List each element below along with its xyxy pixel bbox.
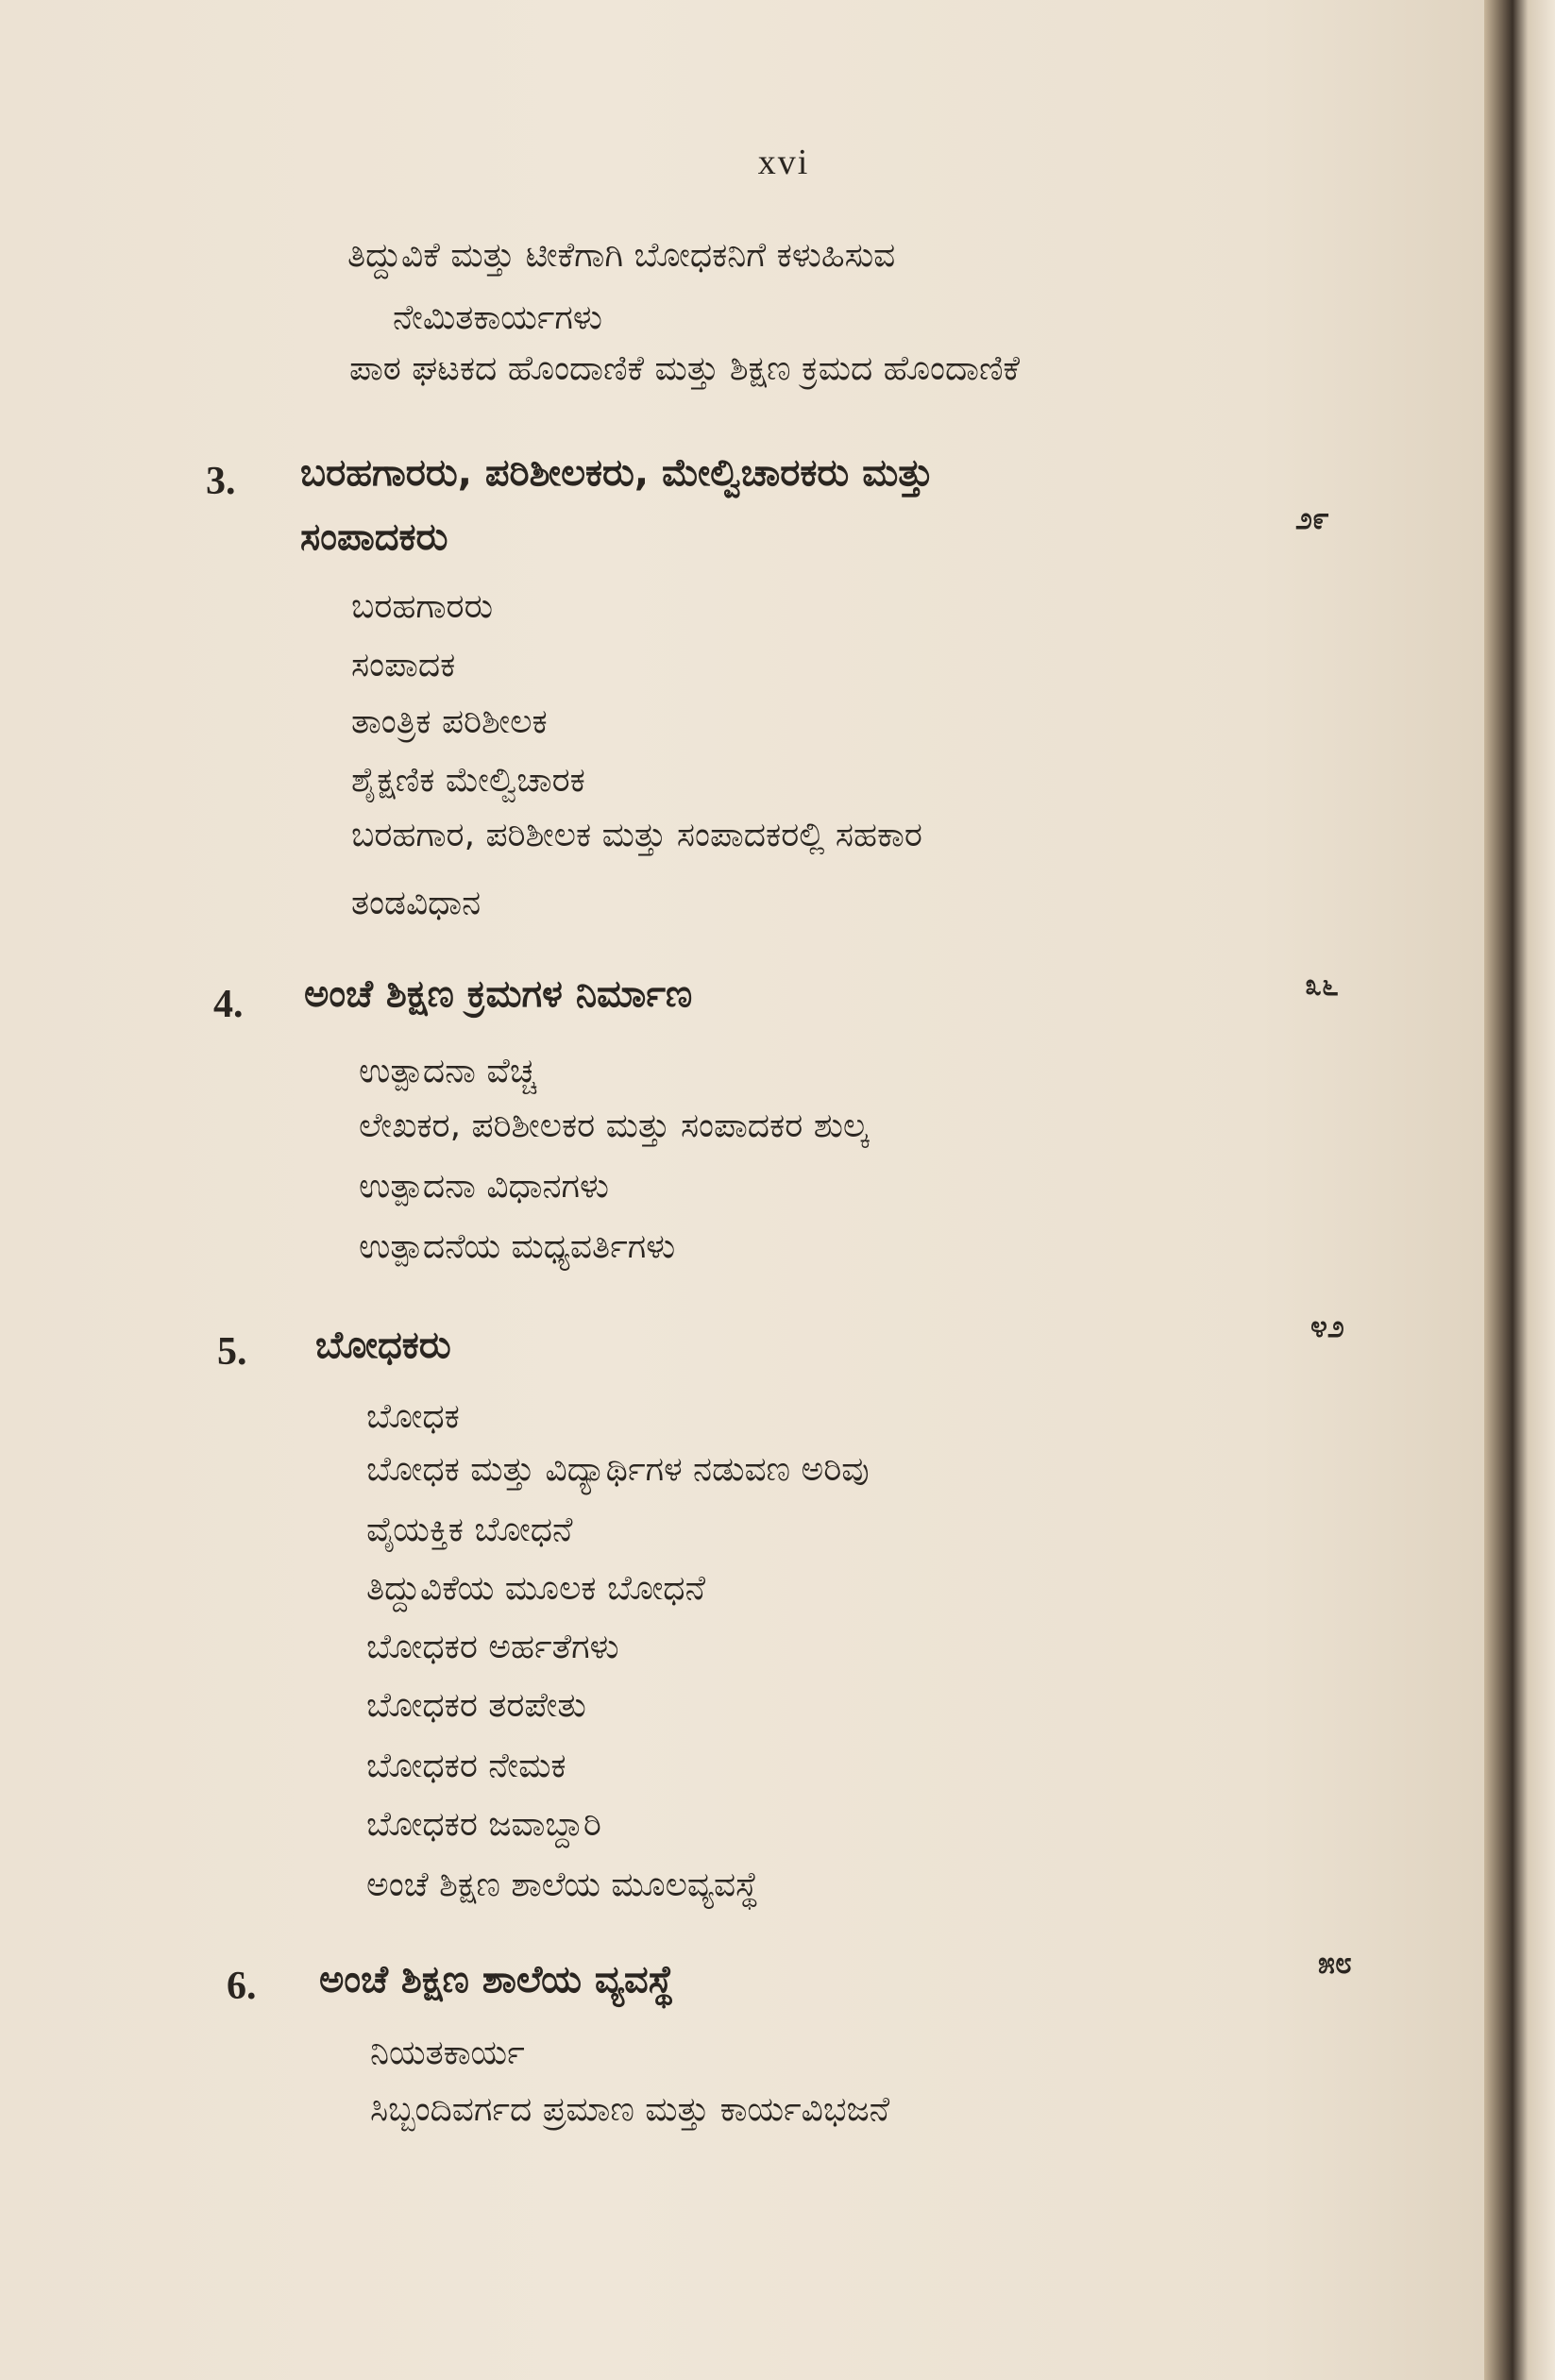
chapter-title: ಸಂಪಾದಕರು xyxy=(300,515,448,559)
toc-item: ಸಂಪಾದಕ xyxy=(351,646,456,684)
toc-item: ಬೋಧಕ ಮತ್ತು ವಿದ್ಯಾರ್ಥಿಗಳ ನಡುವಣ ಅರಿವು xyxy=(366,1450,870,1489)
toc-item: ಬರಹಗಾರರು xyxy=(351,587,494,626)
toc-item: ತಂಡವಿಧಾನ xyxy=(351,884,482,922)
toc-item: ಬೋಧಕ xyxy=(366,1397,460,1436)
chapter-title: ಅಂಚೆ ಶಿಕ್ಷಣ ಶಾಲೆಯ ವ್ಯವಸ್ಥೆ xyxy=(319,1958,674,2001)
chapter-title: ಬರಹಗಾರರು, ಪರಿಶೀಲಕರು, ಮೇಲ್ವಿಚಾರಕರು ಮತ್ತು xyxy=(300,451,934,495)
chapter-number: 4. xyxy=(213,983,244,1026)
toc-item: ನೇಮಿತಕಾರ್ಯಗಳು xyxy=(393,298,602,337)
book-spine xyxy=(1484,0,1555,2380)
toc-item: ಬೋಧಕರ ನೇಮಕ xyxy=(366,1747,566,1785)
toc-item: ಬರಹಗಾರ, ಪರಿಶೀಲಕ ಮತ್ತು ಸಂಪಾದಕರಲ್ಲಿ ಸಹಕಾರ xyxy=(351,816,922,854)
toc-item: ತಾಂತ್ರಿಕ ಪರಿಶೀಲಕ xyxy=(351,702,548,741)
chapter-number: 5. xyxy=(217,1330,247,1374)
chapter-title: ಅಂಚೆ ಶಿಕ್ಷಣ ಕ್ರಮಗಳ ನಿರ್ಮಾಣ xyxy=(304,972,693,1016)
page-number: xvi xyxy=(757,143,810,182)
toc-item: ಶೈಕ್ಷಣಿಕ ಮೇಲ್ವಿಚಾರಕ xyxy=(351,761,585,800)
toc-item: ಸಿಬ್ಬಂದಿವರ್ಗದ ಪ್ರಮಾಣ ಮತ್ತು ಕಾರ್ಯವಿಭಜನೆ xyxy=(370,2090,890,2129)
toc-item: ಉತ್ಪಾದನಾ ವಿಧಾನಗಳು xyxy=(359,1167,609,1206)
toc-item: ತಿದ್ದುವಿಕೆ ಮತ್ತು ಟೀಕೆಗಾಗಿ ಬೋಧಕನಿಗೆ ಕಳುಹಿಸುವ xyxy=(347,236,896,275)
toc-item: ವೈಯಕ್ತಿಕ ಬೋಧನೆ xyxy=(366,1511,573,1549)
chapter-page-number: ೨೯ xyxy=(1295,500,1329,536)
toc-item: ಉತ್ಪಾದನೆಯ ಮಧ್ಯವರ್ತಿಗಳು xyxy=(359,1227,676,1266)
toc-item: ಪಾಠ ಘಟಕದ ಹೊಂದಾಣಿಕೆ ಮತ್ತು ಶಿಕ್ಷಣ ಕ್ರಮದ ಹೊಂದಾಣಿಕೆ xyxy=(349,349,1021,388)
toc-item: ತಿದ್ದುವಿಕೆಯ ಮೂಲಕ ಬೋಧನೆ xyxy=(366,1569,706,1608)
chapter-page-number: ೫೮ xyxy=(1318,1945,1352,1981)
toc-item: ಬೋಧಕರ ಅರ್ಹತೆಗಳು xyxy=(366,1628,619,1666)
chapter-number: 3. xyxy=(206,460,236,503)
toc-item: ಬೋಧಕರ ತರಪೇತು xyxy=(366,1686,586,1725)
chapter-number: 6. xyxy=(227,1965,257,2008)
toc-item: ಬೋಧಕರ ಜವಾಬ್ದಾರಿ xyxy=(366,1805,601,1844)
toc-item: ಲೇಖಕರ, ಪರಿಶೀಲಕರ ಮತ್ತು ಸಂಪಾದಕರ ಶುಲ್ಕ xyxy=(359,1106,869,1145)
toc-item: ಉತ್ಪಾದನಾ ವೆಚ್ಚ xyxy=(359,1052,537,1090)
chapter-page-number: ೪೨ xyxy=(1310,1308,1344,1344)
chapter-title: ಬೋಧಕರು xyxy=(315,1324,451,1367)
toc-item: ಅಂಚೆ ಶಿಕ್ಷಣ ಶಾಲೆಯ ಮೂಲವ್ಯವಸ್ಥೆ xyxy=(366,1865,759,1904)
toc-item: ನಿಯತಕಾರ್ಯ xyxy=(370,2034,525,2072)
chapter-page-number: ೩೬ xyxy=(1305,967,1339,1003)
